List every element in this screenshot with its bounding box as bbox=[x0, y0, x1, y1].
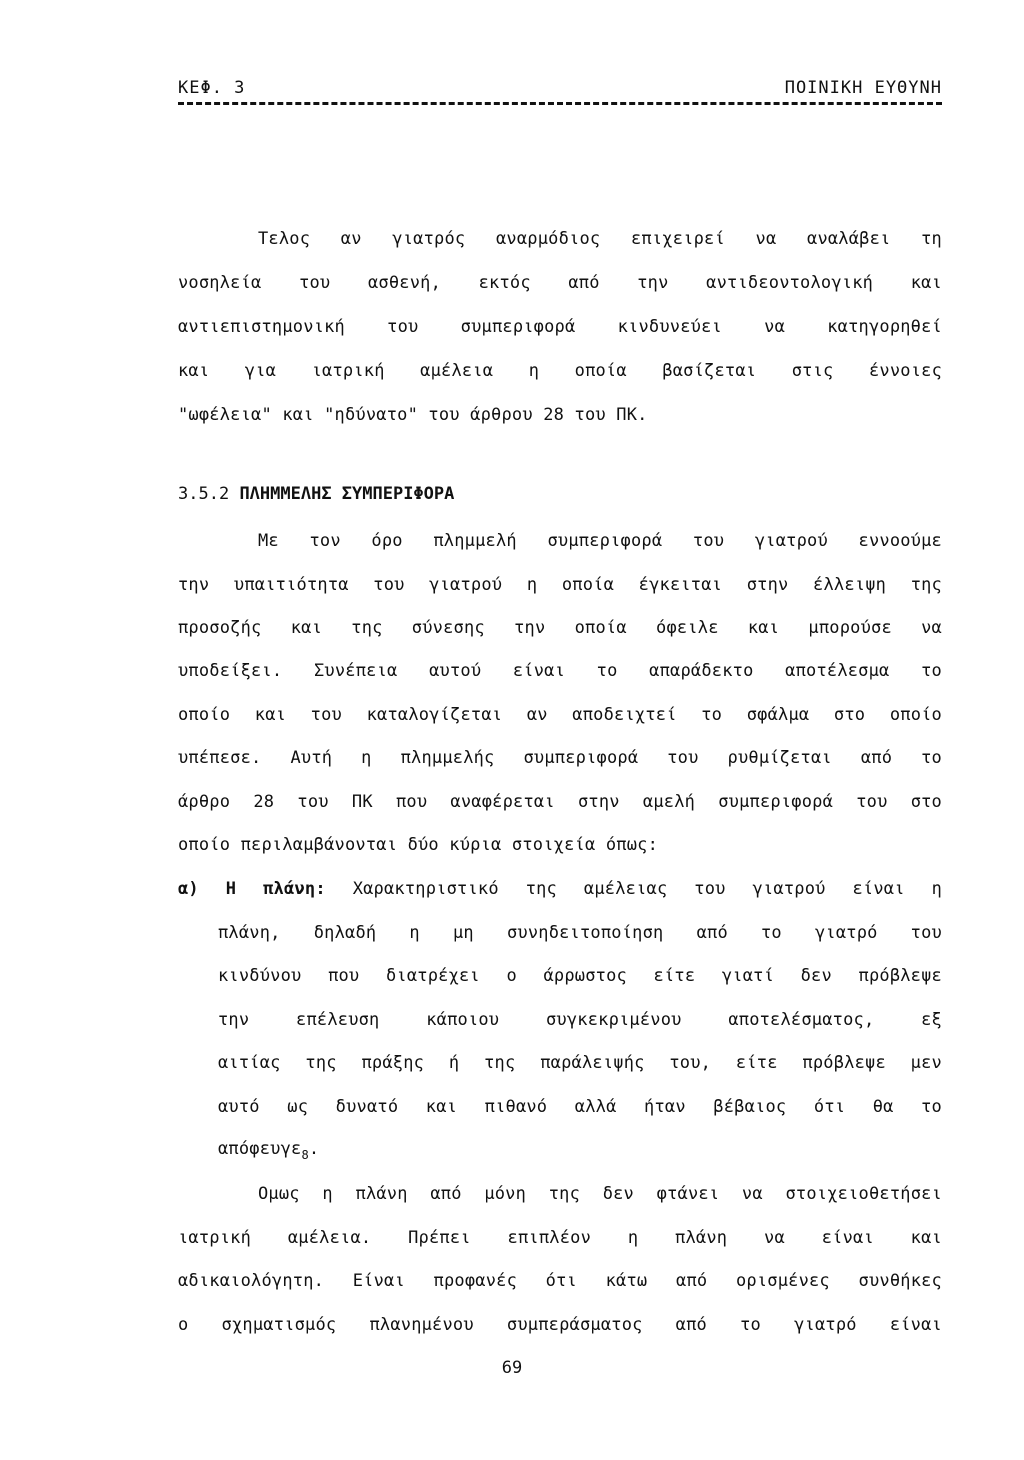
section-heading bbox=[178, 484, 454, 504]
running-header-chapter: ΚΕΦ. 3 bbox=[178, 78, 246, 98]
text-line: νοσηλεία του ασθενή, εκτός από την αντιδεοντολογική και bbox=[178, 273, 942, 293]
page-number: 69 bbox=[501, 1358, 523, 1378]
text-line: και για ιατρική αμέλεια η οποία βασίζεται στις έννοιες bbox=[178, 361, 942, 381]
text-line: υπέπεσε. Αυτή η πλημμελής συμπεριφορά του ρυθμίζεται από το bbox=[178, 748, 942, 768]
list-item-first-line bbox=[178, 878, 942, 900]
section-title: ΠΛΗΜΜΕΛΗΣ ΣΥΜΠΕΡΙΦΟΡΑ bbox=[239, 484, 455, 504]
list-item-text: Χαρακτηριστικό της αμέλειας του γιατρού είναι η bbox=[352, 879, 943, 899]
text-line: υποδείξει. Συνέπεια αυτού είναι το απαράδεκτο αποτέλεσμα το bbox=[178, 661, 942, 681]
text-line-with-footnote bbox=[218, 1138, 942, 1166]
text-line: την υπαιτιότητα του γιατρού η οποία έγκειται στην έλλειψη της bbox=[178, 575, 942, 595]
text-line: προσοζής και της σύνεσης την οποία όφειλε και μπορούσε να bbox=[178, 618, 942, 638]
text-line: αυτό ως δυνατό και πιθανό αλλά ήταν βέβαιος ότι θα το bbox=[218, 1097, 942, 1117]
text-line: άρθρο 28 του ΠΚ που αναφέρεται στην αμελή συμπεριφορά του στο bbox=[178, 792, 942, 812]
header-divider bbox=[178, 102, 942, 105]
list-marker: α) bbox=[178, 879, 199, 899]
text-line: την επέλευση κάποιου συγκεκριμένου αποτελέσματος, εξ bbox=[218, 1010, 942, 1030]
text-line: αδικαιολόγητη. Είναι προφανές ότι κάτω από ορισμένες συνθήκες bbox=[178, 1271, 942, 1291]
text-line: Ομως η πλάνη από μόνη της δεν φτάνει να στοιχειοθετήσει bbox=[258, 1184, 942, 1204]
last-word: απόφευγε bbox=[218, 1139, 302, 1159]
text-line: ο σχηματισμός πλανημένου συμπεράσματος από το γιατρό είναι bbox=[178, 1315, 942, 1335]
text-line: Τελος αν γιατρός αναρμόδιος επιχειρεί να αναλάβει τη bbox=[258, 229, 942, 249]
text-line: Με τον όρο πλημμελή συμπεριφορά του γιατρού εννοούμε bbox=[258, 531, 942, 551]
footnote-marker: 8 bbox=[301, 1148, 309, 1162]
list-term: Η πλάνη: bbox=[225, 879, 326, 899]
text-line: οποίο περιλαμβάνονται δύο κύρια στοιχεία όπως: bbox=[178, 835, 659, 855]
text-line: πλάνη, δηλαδή η μη συνηδειτοποίηση από το γιατρό του bbox=[218, 923, 942, 943]
running-header-title: ΠΟΙΝΙΚΗ ΕΥΘΥΝΗ bbox=[784, 78, 942, 98]
text-line: ιατρική αμέλεια. Πρέπει επιπλέον η πλάνη να είναι και bbox=[178, 1228, 942, 1248]
last-punctuation: . bbox=[308, 1139, 320, 1159]
text-line: αντιεπιστημονική του συμπεριφορά κινδυνεύει να κατηγορηθεί bbox=[178, 317, 942, 337]
text-line: "ωφέλεια" και "ηδύνατο" του άρθρου 28 του ΠΚ. bbox=[178, 405, 648, 425]
text-line: κινδύνου που διατρέχει ο άρρωστος είτε γιατί δεν πρόβλεψε bbox=[218, 966, 942, 986]
text-line: οποίο και του καταλογίζεται αν αποδειχτεί το σφάλμα στο οποίο bbox=[178, 705, 942, 725]
text-line: αιτίας της πράξης ή της παράλειψής του, είτε πρόβλεψε μεν bbox=[218, 1053, 942, 1073]
section-number: 3.5.2 bbox=[178, 484, 230, 504]
